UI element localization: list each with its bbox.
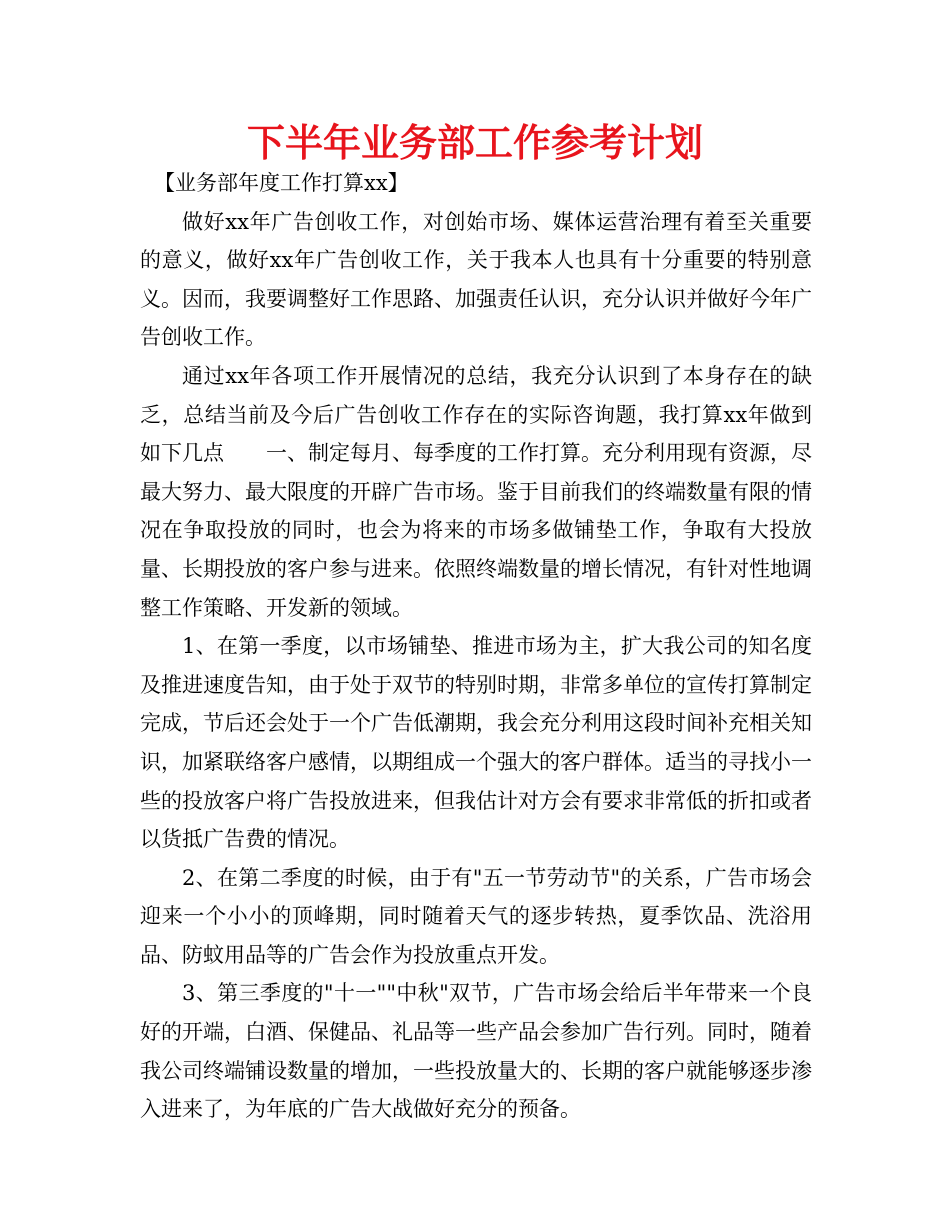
paragraph-q2: 2、在第二季度的时候，由于有"五一节劳动节"的关系，广告市场会迎来一个小小的顶峰期，同时随着天气的逐步转热，夏季饮品、洗浴用品、防蚊用品等的广告会作为投放重点开发。 — [140, 865, 812, 967]
paragraph-intro: 做好xx年广告创收工作，对创始市场、媒体运营治理有着至关重要的意义，做好xx年广告创收工作，关于我本人也具有十分重要的特别意义。因而，我要调整好工作思路、加强责任认识，充分认识并做好今年广告创收工作。 — [140, 209, 812, 350]
paragraph-q3: 3、第三季度的"十一""中秋"双节，广告市场会给后半年带来一个良好的开端，白酒、保健品、礼品等一些产品会参加广告行列。同时，随着我公司终端铺设数量的增加，一些投放量大的、长期的客户就能够逐步渗入进来了，为年底的广告大战做好充分的预备。 — [140, 981, 812, 1122]
document-body — [140, 164, 812, 1129]
document-title: 下半年业务部工作参考计划 — [246, 121, 703, 165]
paragraph-q1: 1、在第一季度，以市场铺垫、推进市场为主，扩大我公司的知名度及推进速度告知，由于处于双节的特别时期，非常多单位的宣传打算制定完成，节后还会处于一个广告低潮期，我会充分利用这段时间补充相关知识，加紧联络客户感情，以期组成一个强大的客户群体。适当的寻找小一些的投放客户将广告投放进来，但我估计对方会有要求非常低的折扣或者以货抵广告费的情况。 — [140, 634, 812, 852]
document-subheading: 【业务部年度工作打算xx】 — [154, 171, 409, 195]
paragraph-summary: 通过xx年各项工作开展情况的总结，我充分认识到了本身存在的缺乏，总结当前及今后广告创收工作存在的实际咨询题，我打算xx年做到如下几点 一、制定每月、每季度的工作打算。充分利用现有资源，尽最大努力、最大限度的开辟广告市场。鉴于目前我们的终端数量有限的情况在争取投放的同时，也会为将来的市场多做铺垫工作，争取有大投放量、长期投放的客户参与进来。依照终端数量的增长情况，有针对性地调整工作策略、开发新的领域。 — [140, 363, 812, 620]
